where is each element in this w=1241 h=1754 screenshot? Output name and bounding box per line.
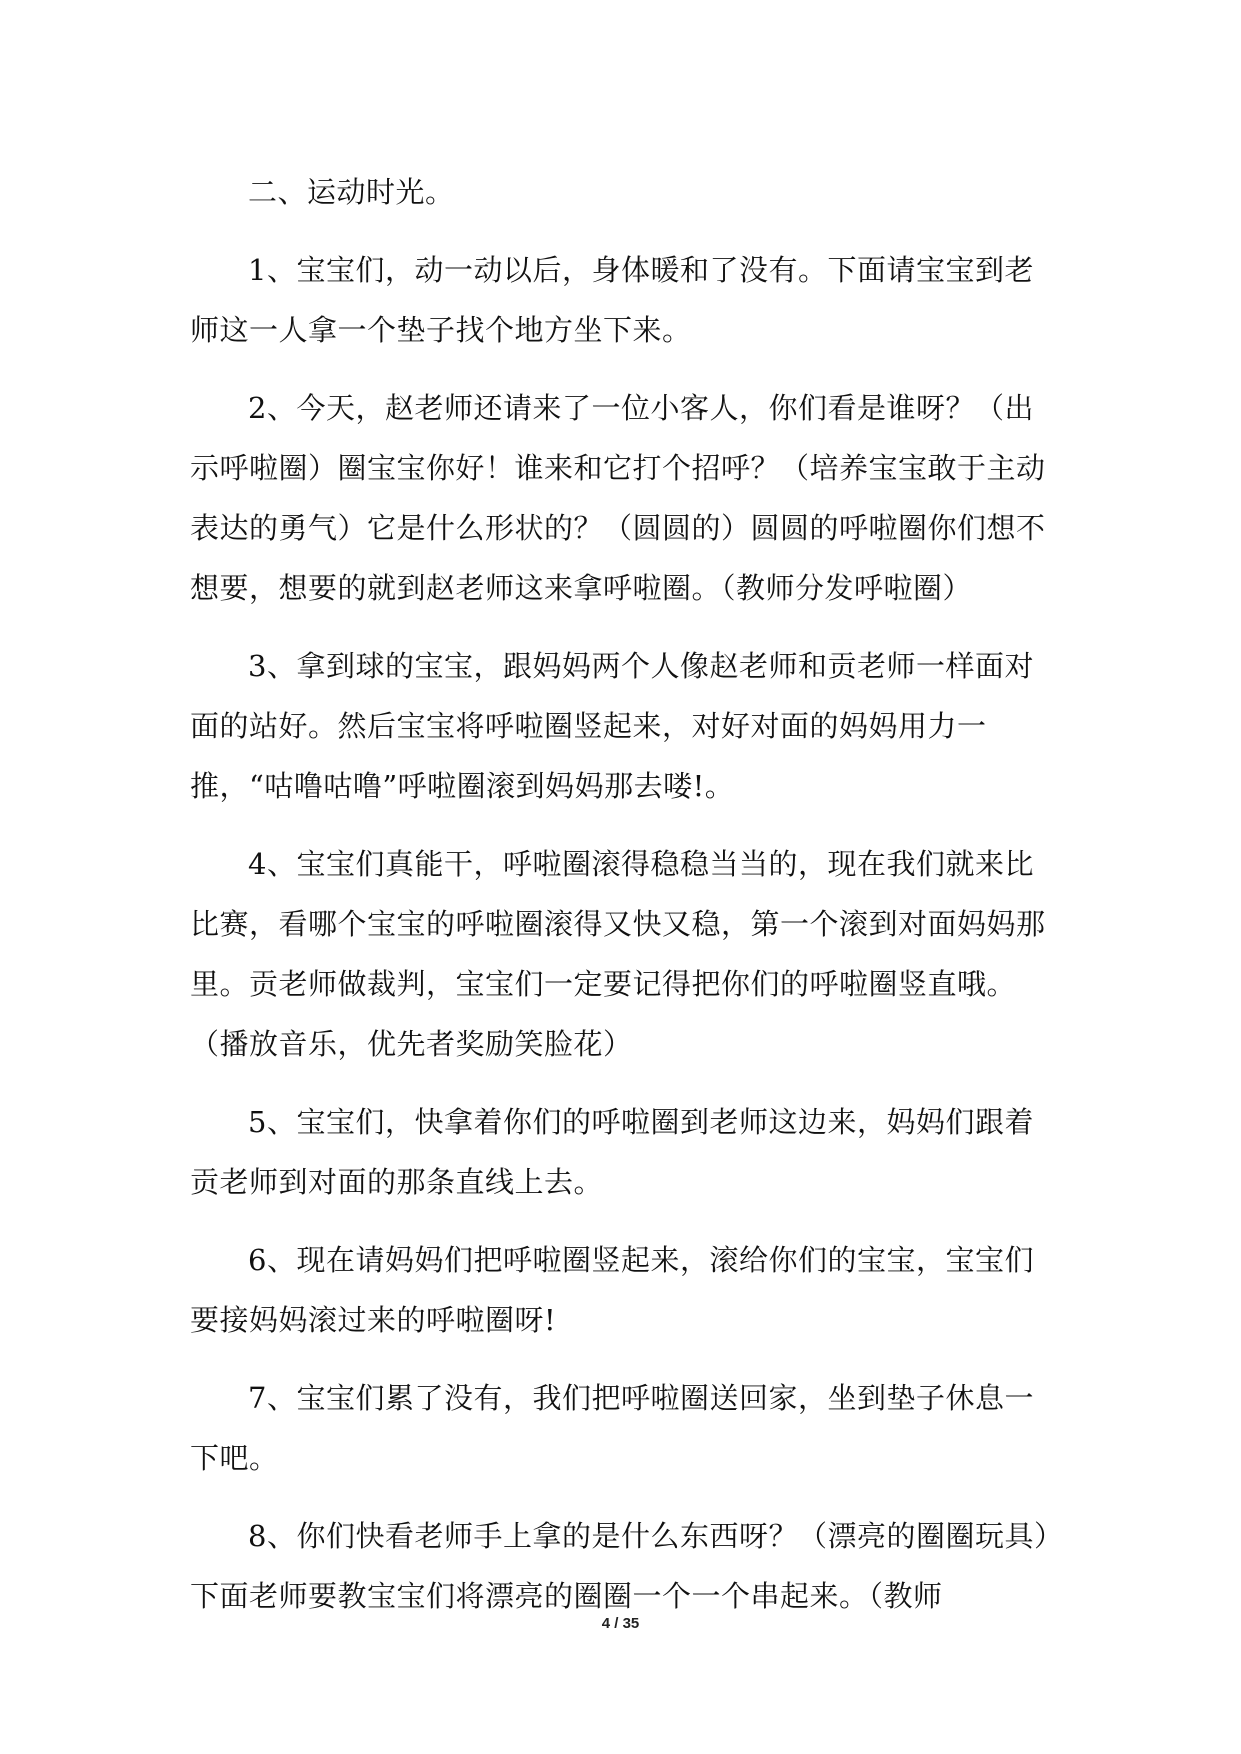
paragraph-6: 6、现在请妈妈们把呼啦圈竖起来，滚给你们的宝宝，宝宝们要接妈妈滚过来的呼啦圈呀! [190,1243,1034,1337]
paragraph-2: 2、今天，赵老师还请来了一位小客人，你们看是谁呀？（出示呼啦圈）圈宝宝你好！谁来和它打个招呼？（培养宝宝敢于主动表达的勇气）它是什么形状的？（圆圆的）圆圆的呼啦圈你们想不想要，想要的就到赵老师这来拿呼啦圈。（教师分发呼啦圈） [190,391,1046,605]
document-body [190,162,1060,1644]
paragraph-8: 8、你们快看老师手上拿的是什么东西呀？（漂亮的圈圈玩具）下面老师要教宝宝们将漂亮的圈圈一个一个串起来。（教师 [190,1519,1049,1613]
paragraph-7: 7、宝宝们累了没有，我们把呼啦圈送回家，坐到垫子休息一下吧。 [190,1381,1034,1475]
page-number: 4 / 35 [601,1615,640,1632]
paragraph-5: 5、宝宝们，快拿着你们的呼啦圈到老师这边来，妈妈们跟着贡老师到对面的那条直线上去。 [190,1105,1034,1199]
paragraph-3: 3、拿到球的宝宝，跟妈妈两个人像赵老师和贡老师一样面对面的站好。然后宝宝将呼啦圈竖起来，对好对面的妈妈用力一推，“咕噜咕噜”呼啦圈滚到妈妈那去喽!。 [190,649,1034,803]
paragraph-4: 4、宝宝们真能干，呼啦圈滚得稳稳当当的，现在我们就来比比赛，看哪个宝宝的呼啦圈滚得又快又稳，第一个滚到对面妈妈那里。贡老师做裁判，宝宝们一定要记得把你们的呼啦圈竖直哦。（播放音乐，优先者奖励笑脸花） [190,847,1046,1061]
paragraph-1: 1、宝宝们，动一动以后，身体暖和了没有。下面请宝宝到老师这一人拿一个垫子找个地方坐下来。 [190,253,1034,347]
section-heading: 二、运动时光。 [248,175,455,209]
